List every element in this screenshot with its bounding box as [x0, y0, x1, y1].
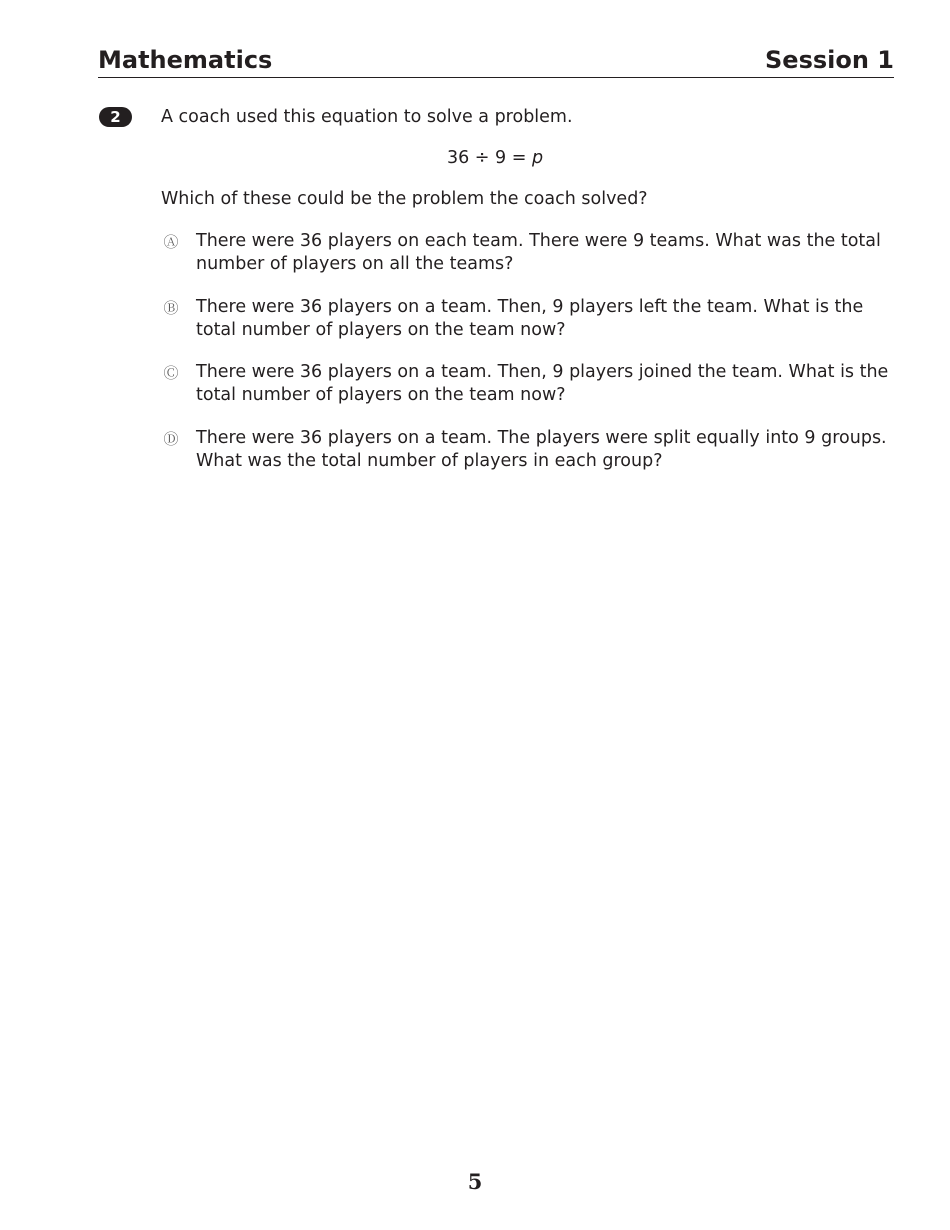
session-label: Session 1 — [765, 46, 894, 74]
option-c-text: There were 36 players on a team. Then, 9 players joined the team. What is the total number of players on the team now? — [196, 362, 889, 405]
question-prompt: Which of these could be the problem the coach solved? — [161, 189, 648, 209]
page-header — [98, 44, 894, 78]
option-c-bubble[interactable]: Ⓒ — [163, 364, 179, 382]
option-d-bubble[interactable]: Ⓓ — [163, 430, 179, 448]
option-b-bubble[interactable]: Ⓑ — [163, 299, 179, 317]
question-stem: A coach used this equation to solve a problem. — [161, 107, 573, 127]
option-a-text: There were 36 players on each team. There were 9 teams. What was the total number of players on all the teams? — [196, 231, 881, 274]
option-d-text: There were 36 players on a team. The players were split equally into 9 groups. What was the total number of players in each group? — [196, 428, 887, 471]
option-a-bubble[interactable]: Ⓐ — [163, 233, 179, 251]
equation — [161, 146, 829, 170]
equation-variable: p — [531, 148, 544, 168]
option-b-text: There were 36 players on a team. Then, 9 players left the team. What is the total number of players on the team now? — [196, 297, 864, 340]
question-number-badge: 2 — [99, 107, 132, 127]
subject-title: Mathematics — [98, 46, 273, 74]
equation-expression: 36 ÷ 9 = — [446, 148, 532, 168]
page-number: 5 — [467, 1169, 483, 1194]
